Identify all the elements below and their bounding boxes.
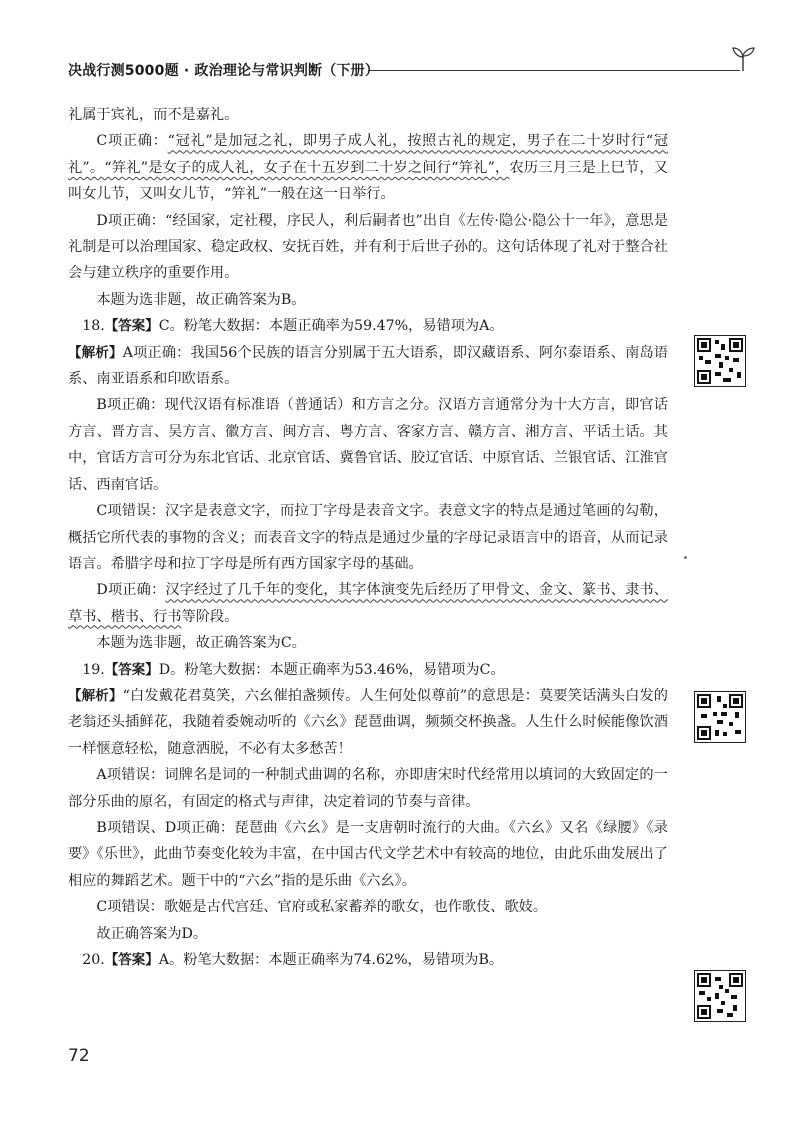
running-header	[68, 58, 748, 82]
page-number: 72	[68, 1046, 90, 1066]
paragraph: C项错误：歌姬是古代宫廷、官府或私家蓄养的歌女，也作歌伎、歌妓。	[96, 899, 548, 916]
answer-tag: 【答案】	[104, 318, 159, 335]
answer-text: A。粉笔大数据：本题正确率为74.62%，易错项为B。	[158, 952, 504, 968]
answer-line-18	[68, 313, 668, 339]
option-label: C项正确：	[96, 133, 168, 150]
paragraph	[68, 128, 668, 207]
answer-text: D。粉笔大数据：本题正确率为53.46%，易错项为C。	[158, 661, 505, 678]
paragraph-text: 农历三月三是上巳节，又叫女儿节，又叫女儿节，“笄礼”一般在这一日举行。	[68, 159, 668, 203]
analysis-tag: 【解析】	[68, 687, 123, 704]
paragraph: 故正确答案为D。	[96, 925, 208, 942]
answer-tag: 【答案】	[104, 661, 159, 678]
wavy-underlined-text: “冠礼”是加冠之礼，即男子成人礼，按照古礼的规定，男子在二十岁时行“冠礼”。“笄礼”是女子的成人礼，女子在十五岁到二十岁之间行“笄礼”，	[68, 133, 669, 176]
analysis-tag: 【解析】	[68, 344, 123, 361]
paragraph: B项正确：现代汉语有标准语（普通话）和方言之分。汉语方言通常分为十大方言，即官话方言、晋方言、吴方言、徽方言、闽方言、粤方言、客家方言、赣方言、湘方言、平话土话。其中，官话方言可分为东北官话、北京官话、冀鲁官话、胶辽官话、中原官话、兰银官话、江淮官话、西南官话。	[68, 397, 668, 493]
paragraph: D项正确：“经国家，定社稷，序民人，利后嗣者也”出自《左传·隐公·隐公十一年》，意思是礼制是可以治理国家、稳定政权、安抚百姓，并有利于后世子孙的。这句话体现了礼对于整合社会与建立秩序的重要作用。	[68, 212, 668, 282]
paragraph: B项错误、D项正确：琵琶曲《六幺》是一支唐朝时流行的大曲。《六幺》又名《绿腰》《录要》《乐世》，此曲节奏变化较为丰富，在中国古代文学艺术中有较高的地位，由此乐曲发展出了相应的舞蹈艺术。题干中的“六幺”指的是乐曲《六幺》。	[68, 819, 668, 889]
answer-line-20	[68, 947, 668, 973]
book-title: 决战行测5000题 · 政治理论与常识判断（下册）	[68, 63, 380, 79]
paragraph: C项错误：汉字是表意文字，而拉丁字母是表音文字。表意文字的特点是通过笔画的勾勒，概括它所代表的事物的含义；而表音文字的特点是通过少量的字母记录语言中的语音，从而记录语言。希腊字母和拉丁字母是所有西方国家字母的基础。	[68, 503, 668, 572]
page-content	[68, 102, 668, 973]
qr-code-icon[interactable]	[694, 335, 746, 387]
qr-code-icon[interactable]	[694, 691, 746, 743]
paragraph	[68, 577, 668, 630]
answer-tag: 【答案】	[104, 952, 159, 968]
qr-pattern	[695, 336, 745, 386]
wavy-underlined-text: 汉字经过了几千年的变化，其字体演变先后经历了甲骨文、金文、篆书、隶书、草书、楷书、行书	[68, 582, 668, 625]
paragraph-text: 等阶段。	[181, 608, 239, 625]
paragraph: 礼属于宾礼，而不是嘉礼。	[68, 107, 239, 123]
analysis-text: A项正确：我国56个民族的语言分别属于五大语系，即汉藏语系、阿尔泰语系、南岛语系、南亚语系和印欧语系。	[68, 344, 668, 388]
question-number: 20.	[82, 952, 105, 968]
option-label: D项正确：	[96, 582, 166, 599]
header-divider	[368, 70, 740, 71]
analysis-19	[68, 683, 668, 762]
qr-pattern	[695, 692, 745, 742]
question-number: 19.	[82, 661, 105, 678]
question-number: 18.	[82, 318, 105, 335]
analysis-text: “白发戴花君莫笑，六幺催拍盏频传。人生何处似尊前”的意思是：莫要笑话满头白发的老翁还头插鲜花，我随着委婉动听的《六幺》琵琶曲调，频频交杯换盏。人生什么时候能像饮酒一样惬意轻松，随意洒脱，不必有太多愁苦！	[68, 687, 668, 757]
answer-text: C。粉笔大数据：本题正确率为59.47%，易错项为A。	[158, 318, 504, 335]
margin-mark	[684, 556, 687, 559]
paragraph: 本题为选非题，故正确答案为B。	[96, 291, 306, 308]
analysis-18	[68, 340, 668, 393]
sprout-icon	[730, 44, 756, 72]
qr-pattern	[695, 971, 745, 1021]
qr-code-icon[interactable]	[694, 970, 746, 1022]
answer-line-19	[68, 657, 668, 683]
paragraph: 本题为选非题，故正确答案为C。	[96, 635, 306, 652]
paragraph: A项错误：词牌名是词的一种制式曲调的名称，亦即唐宋时代经常用以填词的大致固定的一部分乐曲的原名，有固定的格式与声律，决定着词的节奏与音律。	[68, 767, 668, 810]
